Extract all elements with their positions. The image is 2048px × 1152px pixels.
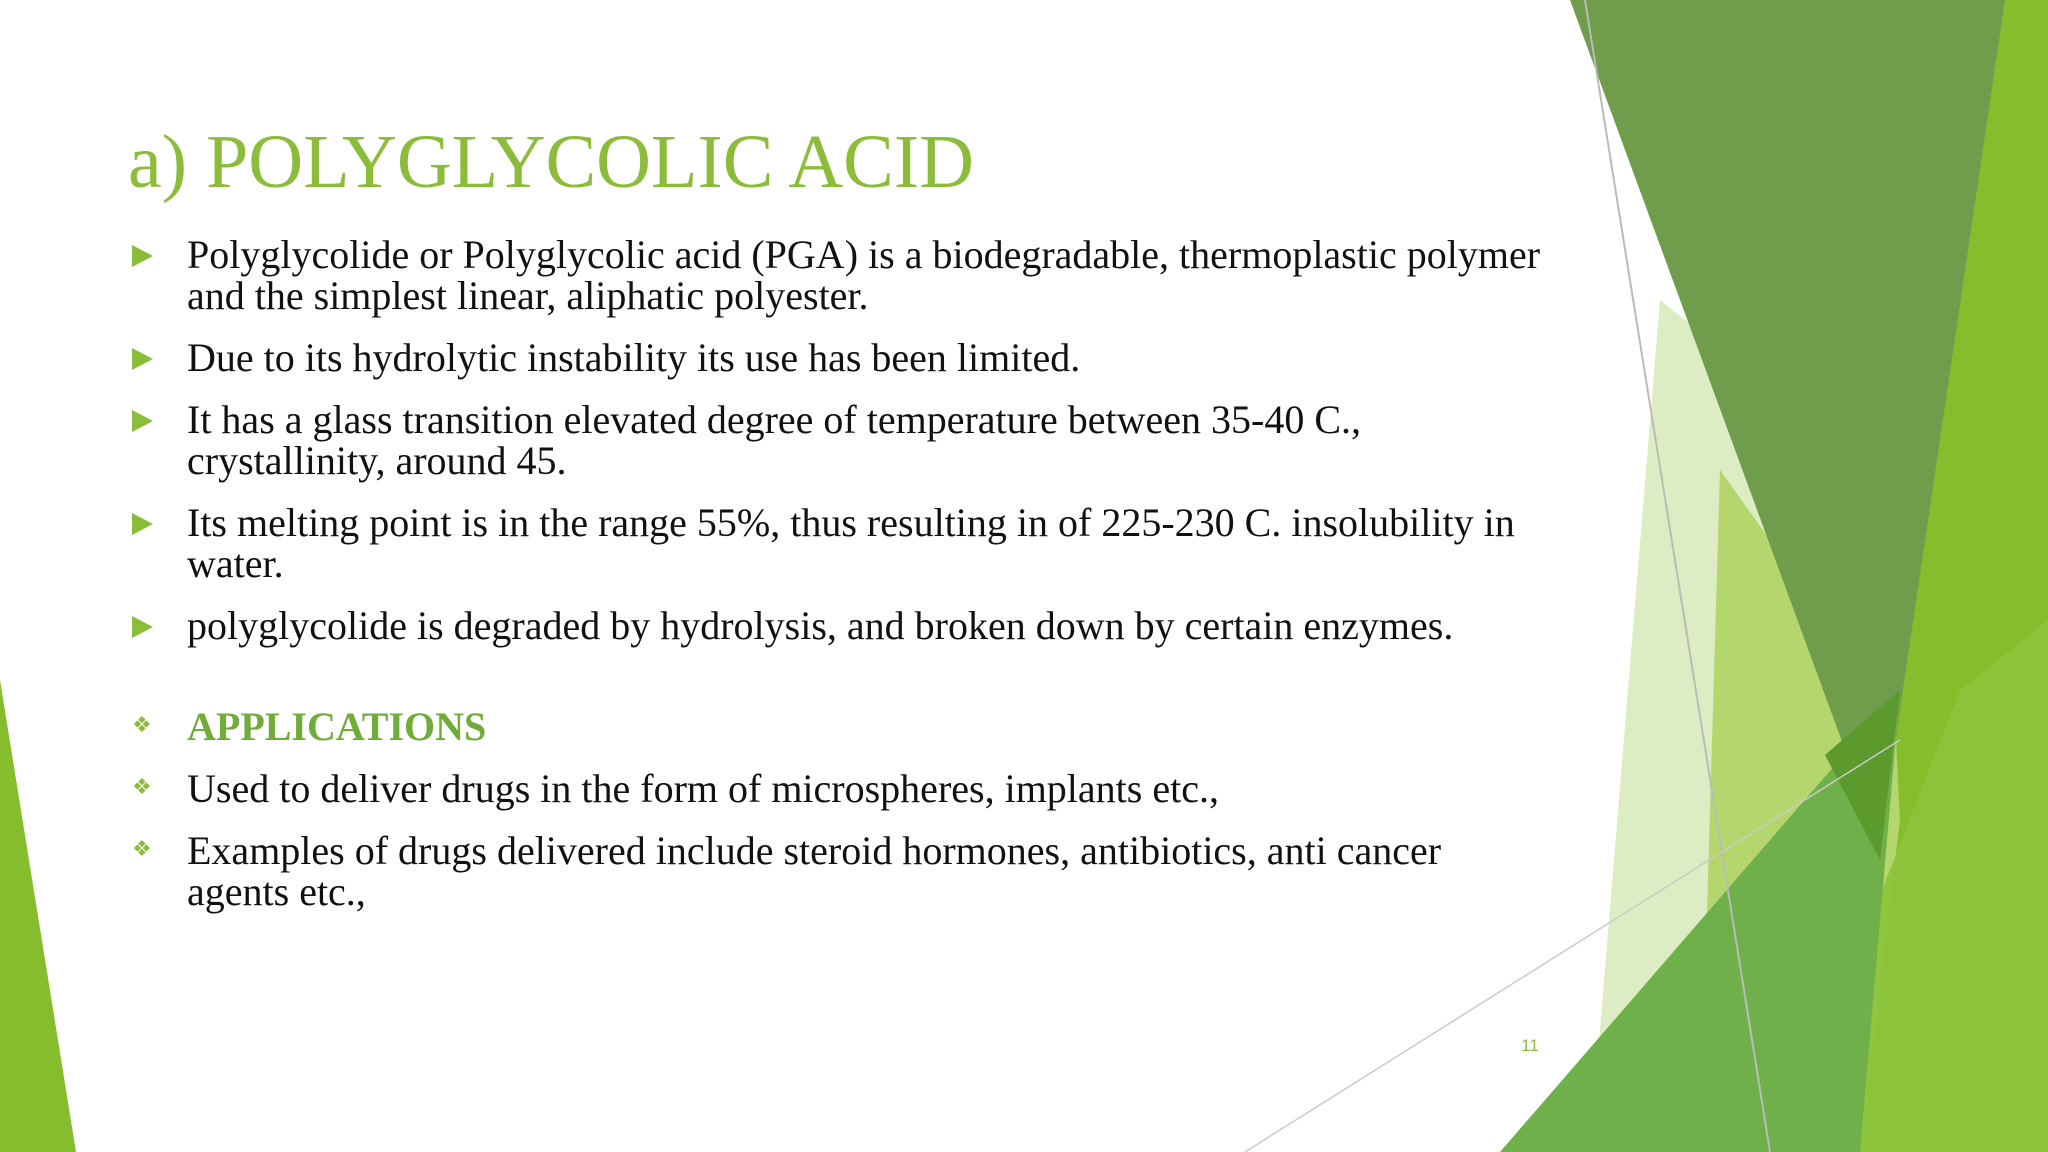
bullet-text: Due to its hydrolytic instability its use has been limited. xyxy=(187,335,1081,380)
triangle-right-icon xyxy=(132,616,153,638)
bullet-text: It has a glass transition elevated degree of temperature between 35-40 C., crystallinity, around 45. xyxy=(187,397,1362,483)
slide-number: 11 xyxy=(1521,1036,1539,1055)
bullet-item xyxy=(128,234,1548,316)
bullet-list xyxy=(128,234,1548,912)
bullet-item xyxy=(128,605,1548,646)
bullet-text: polyglycolide is degraded by hydrolysis, and broken down by certain enzymes. xyxy=(187,603,1454,648)
diamond-cluster-icon: ❖ xyxy=(132,775,152,800)
application-item xyxy=(128,830,1548,912)
slide-title: a) POLYGLYCOLIC ACID xyxy=(128,120,975,204)
triangle-right-icon xyxy=(132,245,153,267)
application-text: Used to deliver drugs in the form of microspheres, implants etc., xyxy=(187,766,1219,811)
application-item xyxy=(128,768,1548,809)
diamond-cluster-icon: ❖ xyxy=(132,837,152,862)
triangle-right-icon xyxy=(132,348,153,370)
bullet-text: Polyglycolide or Polyglycolic acid (PGA) is a biodegradable, thermoplastic polymer and the simplest linear, aliphatic polyester. xyxy=(187,232,1541,318)
triangle-right-icon xyxy=(132,410,153,432)
application-text: Examples of drugs delivered include steroid hormones, antibiotics, anti cancer agents etc., xyxy=(187,828,1442,914)
applications-heading-text: APPLICATIONS xyxy=(187,704,487,749)
bullet-text: Its melting point is in the range 55%, thus resulting in of 225-230 C. insolubility in water. xyxy=(187,500,1515,586)
bullet-item xyxy=(128,502,1548,584)
left-edge-facet xyxy=(0,680,76,1152)
bullet-item xyxy=(128,399,1548,481)
diamond-cluster-icon: ❖ xyxy=(132,713,152,738)
applications-heading xyxy=(128,706,1548,747)
bullet-item xyxy=(128,337,1548,378)
triangle-right-icon xyxy=(132,513,153,535)
